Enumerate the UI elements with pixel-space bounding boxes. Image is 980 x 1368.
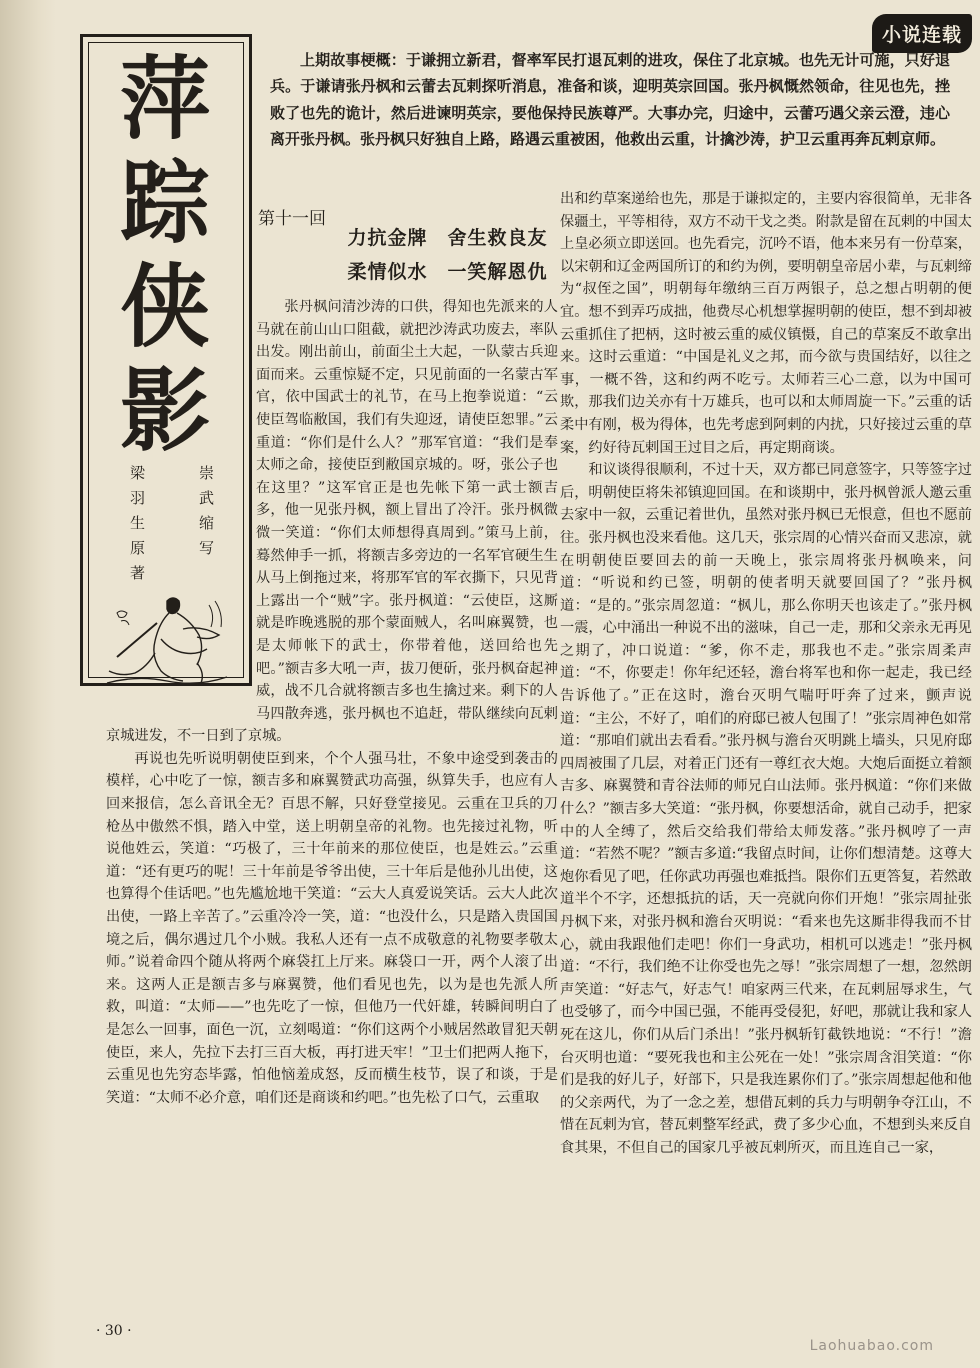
- previous-episode-summary: 上期故事梗概：于谦拥立新君，督率军民打退瓦剌的进攻，保住了北京城。也先无计可施，只好退兵。于谦请张丹枫和云蕾去瓦剌探听消息，准备和谈，迎明英宗回国。张丹枫慨然领命，往见也先，挫败了也先的诡计，然后进谏明英宗，要他保持民族尊严。大事办完，归途中，云蕾巧遇父亲云澄，违心离开张丹枫。张丹枫只好独自上路，路遇云重被困，他救出云重，计擒沙涛，护卫云重再奔瓦剌京师。: [270, 51, 950, 148]
- paragraph: 出和约草案递给也先，那是于谦拟定的，主要内容很简单，无非各保疆土，平等相待，双方不动干戈之类。附款是留在瓦剌的中国太上皇必须立即送回。也先看完，沉吟不语，他本来另有一份草案，以宋朝和辽金两国所订的和约为例，要明朝皇帝居小辈，与瓦剌缔为“叔侄之国”，明朝每年缴纳三百万两银子，总之想占明朝的便宜。想不到弄巧成拙，他费尽心机想掌握明朝的使臣，想不到却被云重抓住了把柄，这时被云重的威仪镇慑，自己的草案反不敢拿出来。这时云重道：“中国是礼义之邦，而今欲与贵国结好，以往之事，一概不咎，这和约两不吃亏。太师若三心二意，以为中国可欺，那我们边关亦有十万雄兵，也可以和太师周旋一下。”云重的话柔中有刚，极为得体，也先考虑到阿剌的内扰，只好接过云重的草案，约好待瓦剌国王过目之后，再定期商谈。: [560, 191, 972, 456]
- left-text-column: [106, 296, 558, 1306]
- headline-line: 柔情似水 一笑解恩仇: [347, 261, 548, 283]
- title-box-wrap-gap: [106, 296, 256, 704]
- author-credit: 梁羽生原著: [128, 465, 146, 590]
- page-spine-shadow: [0, 0, 56, 1368]
- adapter-credit: 崇武缩写: [197, 465, 215, 565]
- title-char: 萍: [120, 46, 210, 152]
- paragraph: 张丹枫问清沙涛的口供，得知也先派来的人马就在前山山口阻截，就把沙涛武功废去，率队出发。刚出前山，前面尘土大起，一队蒙古兵迎面而来。云重惊疑不定，只见前面的一名蒙古军官，依中国武士的礼节，在马上抱拳说道：“云使臣驾临敝国，我们有失迎迓，请使臣恕罪。”云重道：“你们是什么人？”那军官道：“我们是奉太师之命，接使臣到敝国京城的。呀，张公子也在这里？”这军官正是也先帐下第一武士额吉多，他一见张丹枫，额上冒出了冷汗。张丹枫微微一笑道：“你们太师想得真周到。”策马上前，蓦然伸手一抓，将额吉多旁边的一名军官硬生生从马上倒拖过来，将那军官的军衣撕下，只见背上露出一个“贼”字。张丹枫道：“云使臣，这厮就是昨晚逃脱的那个蒙面贼人，名叫麻翼赞，也是太师帐下的武士，你带着他，送回给也先吧。”额吉多大吼一声，拔刀便斫，张丹枫奋起神威，战不几合就将额吉多也生擒过来。剩下的人马四散奔逃，张丹枫也不追赶，带队继续向瓦剌京城进发，不一日到了京城。: [106, 299, 558, 745]
- title-char: 踪: [120, 150, 210, 256]
- section-tag: 小说连载: [872, 14, 972, 53]
- title-char: 影: [120, 358, 210, 464]
- chapter-label: 第十一回: [258, 209, 326, 229]
- page-number: · 30 ·: [96, 1323, 132, 1339]
- paragraph: 再说也先听说明朝使臣到来，个个人强马壮，不象中途受到袭击的模样，心中吃了一惊，额吉多和麻翼赞武功高强，纵算失手，也应有人回来报信，怎么音讯全无？百思不解，只好登堂接见。云重在卫兵的刀枪丛中傲然不惧，踏入中堂，送上明朝皇帝的礼物。也先接过礼物，听说他姓云，笑道：“巧极了，三十年前来的那位使臣，也是姓云。”云重道：“还有更巧的呢！三十年前是爷爷出使，三十年后是他孙儿出使，这也算得个佳话吧。”也先尴尬地干笑道：“云大人真爱说笑话。云大人此次出使，一路上辛苦了。”云重冷冷一笑，道：“也没什么，只是踏入贵国国境之后，偶尔遇过几个小贼。我私人还有一点不成敬意的礼物要孝敬太师。”说着命四个随从将两个麻袋扛上厅来。麻袋口一开，两个人滚了出来。这两人正是额吉多与麻翼赞，他们看见也先，以为是也先派人所救，叫道：“太师——”也先吃了一惊，但他乃一代奸雄，转瞬间明白了是怎么一回事，面色一沉，立刻喝道：“你们这两个小贼居然敢冒犯天朝使臣，来人，先拉下去打三百大板，再打进天牢！”卫士们把两人拖下，云重见也先穷态毕露，怕他恼羞成怒，反而横生枝节，误了和谈，于是笑道：“太师不必介意，咱们还是商谈和约吧。”也先松了口气，云重取: [106, 750, 558, 1106]
- right-text-column: [560, 188, 972, 1318]
- chapter-headline: [340, 221, 555, 289]
- headline-line: 力抗金牌 舍生救良友: [347, 227, 548, 249]
- paragraph: 和议谈得很顺利，不过十天，双方都已同意签字，只等签字过后，明朝使臣将朱祁镇迎回国。在和谈期中，张丹枫曾派人邀云重去家中一叙，云重记着世仇，虽然对张丹枫已无恨意，但也不愿前往。张丹枫也没来看他。这几天，张宗周的心情兴奋而又悲凉，就在明朝使臣要回去的前一天晚上，张宗周将张丹枫唤来，问道：“听说和约已签，明朝的使者明天就要回国了？”张丹枫道：“是的。”张宗周忽道：“枫儿，那么你明天也该走了。”张丹枫一震，心中涌出一种说不出的滋味，自己一走，那和父亲永无再见之期了，冲口说道：“爹，你不走，那我也不走。”张宗周柔声道：“不，你要走！你年纪还轻，澹台将军也和你一起走，我已经告诉他了。”正在这时，澹台灭明气喘吁吁奔了过来，颤声说道：“主公，不好了，咱们的府邸已被人包围了！”张宗周神色如常道：“那咱们就出去看看。”张丹枫与澹台灭明跳上墙头，只见府邸四周被围了几层，对着正门还有一尊红衣大炮。大炮后面挺立着额吉多、麻翼赞和青谷法师的师兄白山法师。张丹枫道：“你们来做什么？”额吉多大笑道：“张丹枫，你要想活命，就自己动手，把家中的人全缚了，然后交给我们带给太师发落。”张丹枫哼了一声道：“若然不呢？”额吉多道:“我留点时间，让你们想清楚。这尊大炮你看见了吧，任你武功再强也难抵挡。限你们五更答复，若然敢道半个不字，还想抵抗的话，天一亮就向你们开炮！”张宗周扯张丹枫下来，对张丹枫和澹台灭明说：“看来也先这厮非得我而不甘心，就由我跟他们走吧！你们一身武功，相机可以逃走！”张丹枫道：“不行，我们绝不让你受也先之辱！”张宗周想了一想，忽然朗声笑道：“好志气，好志气！咱家两三代来，在瓦剌屈辱求生，气也受够了，而今中国已强，不能再受侵犯，好吧，那就让我和家人死在这儿，你们从后门杀出！”张丹枫斩钉截铁地说：“不行！”澹台灭明也道：“要死我也和主公死在一处！”张宗周含泪笑道：“你们是我的好儿子，好部下，只是我连累你们了。”张宗周想起他和他的父亲两代，为了一念之差，想借瓦剌的兵力与明朝争夺江山，不惜在瓦剌为官，替瓦剌整军经武，费了多少心血，不想到头来反自食其果，不但自己的国家几乎被瓦剌所灭，而且连自己一家，: [560, 462, 972, 1156]
- title-char: 侠: [120, 254, 210, 360]
- watermark: Laohuabao.com: [809, 1338, 934, 1354]
